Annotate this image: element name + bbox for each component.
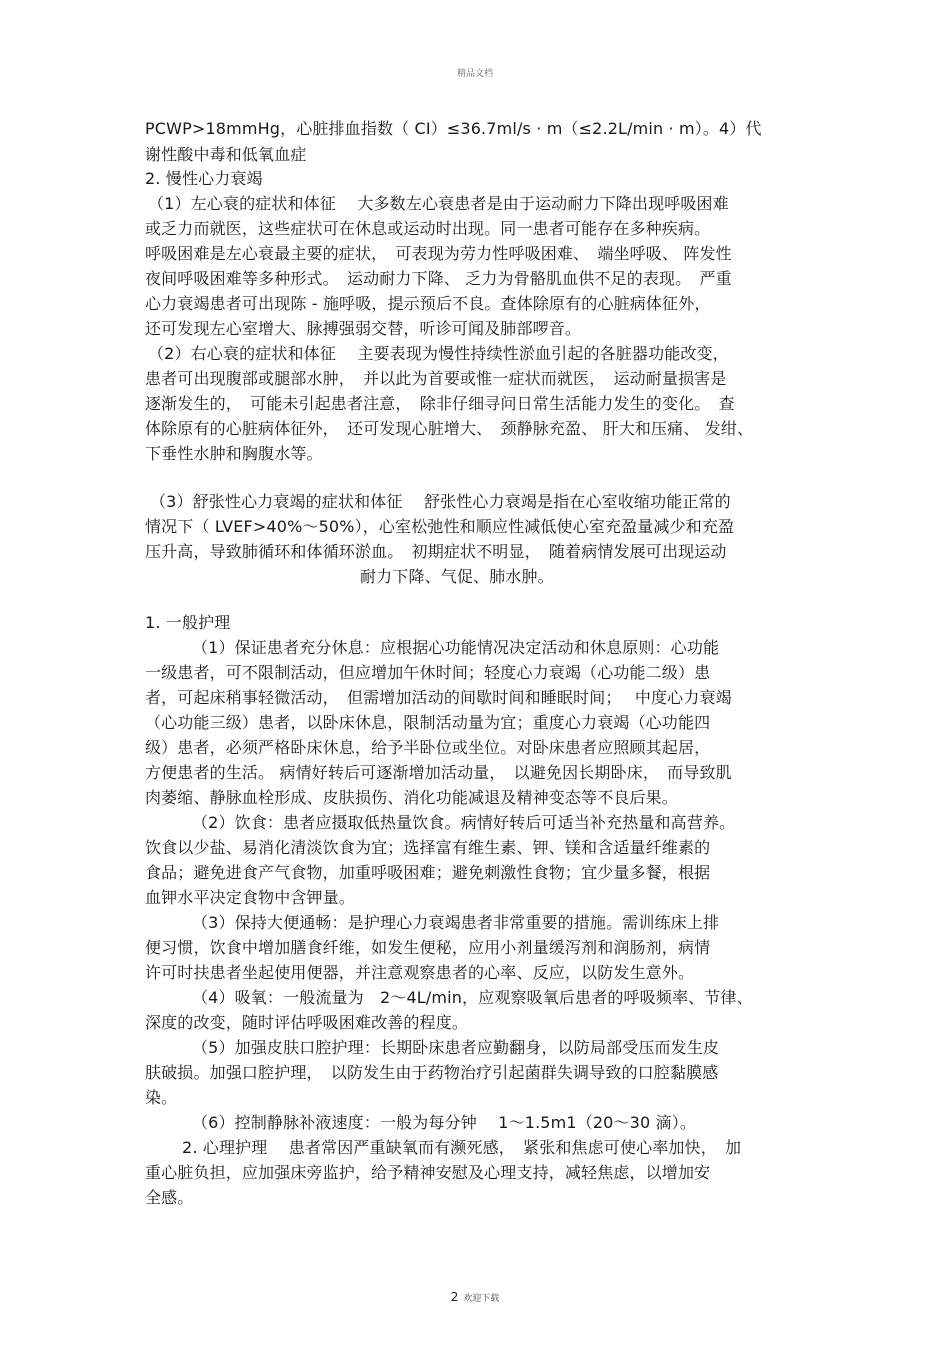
section-heading: 2. 心理护理 患者常因严重缺氧而有濒死感， 紧张和焦虑可使心率加快， 加 xyxy=(182,1138,742,1157)
paragraph-line: 许可时扶患者坐起使用便器，并注意观察患者的心率、反应，以防发生意外。 xyxy=(145,963,695,982)
paragraph-line: 饮食以少盐、易消化清淡饮食为宜；选择富有维生素、钾、镁和含适量纤维素的 xyxy=(145,838,711,857)
paragraph-line: 谢性酸中毒和低氧血症 xyxy=(145,145,307,164)
paragraph-line: 体除原有的心脏病体征外， 还可发现心脏增大、 颈静脉充盈、 肝大和压痛、 发绀、 xyxy=(145,419,754,438)
paragraph-line: （5）加强皮肤口腔护理：长期卧床患者应勤翻身，以防局部受压而发生皮 xyxy=(192,1038,720,1057)
paragraph-line: 心力衰竭患者可出现陈 - 施呼吸，提示预后不良。查体除原有的心脏病体征外， xyxy=(145,294,711,313)
paragraph-line: 还可发现左心室增大、脉搏强弱交替，听诊可闻及肺部啰音。 xyxy=(145,319,582,338)
paragraph-line: （1）左心衰的症状和体征 大多数左心衰患者是由于运动耐力下降出现呼吸困难 xyxy=(148,194,729,213)
paragraph-line: 呼吸困难是左心衰最主要的症状， 可表现为劳力性呼吸困难、 端坐呼吸、 阵发性 xyxy=(145,244,732,263)
paragraph-line: 血钾水平决定食物中含钾量。 xyxy=(145,888,355,907)
paragraph-line: （6）控制静脉补液速度：一般为每分钟 1～1.5m1（20～30 滴）。 xyxy=(192,1113,697,1132)
paragraph-line: 方便患者的生活。 病情好转后可逐渐增加活动量， 以避免因长期卧床， 而导致肌 xyxy=(145,763,732,782)
paragraph-line: （3）保持大便通畅：是护理心力衰竭患者非常重要的措施。需训练床上排 xyxy=(192,913,720,932)
paragraph-line: 患者可出现腹部或腿部水肿， 并以此为首要或惟一症状而就医， 运动耐量损害是 xyxy=(145,369,727,388)
paragraph-line: （3）舒张性心力衰竭的症状和体征 舒张性心力衰竭是指在心室收缩功能正常的 xyxy=(150,492,731,511)
paragraph-line: 便习惯，饮食中增加膳食纤维，如发生便秘，应用小剂量缓泻剂和润肠剂，病情 xyxy=(145,938,711,957)
section-heading: 2. 慢性心力衰竭 xyxy=(145,169,263,188)
paragraph-line: （2）右心衰的症状和体征 主要表现为慢性持续性淤血引起的各脏器功能改变， xyxy=(148,344,729,363)
paragraph-line: 肤破损。加强口腔护理， 以防发生由于药物治疗引起菌群失调导致的口腔黏膜感 xyxy=(145,1063,719,1082)
paragraph-line: 食品；避免进食产气食物，加重呼吸困难；避免刺激性食物；宜少量多餐，根据 xyxy=(145,863,711,882)
paragraph-line: PCWP>18mmHg，心脏排血指数（ CI）≤36.7ml/s · m（≤2.2L/min · m）。4）代 xyxy=(145,119,762,138)
paragraph-line: 级）患者，必须严格卧床休息，给予半卧位或坐位。对卧床患者应照顾其起居， xyxy=(145,738,711,757)
paragraph-line: 下垂性水肿和胸腹水等。 xyxy=(145,444,323,463)
section-heading: 1. 一般护理 xyxy=(145,613,231,632)
paragraph-line: 或乏力而就医，这些症状可在休息或运动时出现。同一患者可能存在多种疾病。 xyxy=(145,219,711,238)
paragraph-line: 深度的改变，随时评估呼吸困难改善的程度。 xyxy=(145,1013,469,1032)
paragraph-line: （2）饮食：患者应摄取低热量饮食。病情好转后可适当补充热量和高营养。 xyxy=(192,813,736,832)
paragraph-line: 染。 xyxy=(145,1088,178,1107)
paragraph-line: 逐渐发生的， 可能未引起患者注意， 除非仔细寻问日常生活能力发生的变化。 查 xyxy=(145,394,735,413)
paragraph-line: （4）吸氧：一般流量为 2～4L/min，应观察吸氧后患者的呼吸频率、节律、 xyxy=(192,988,753,1007)
paragraph-line: 情况下（ LVEF>40%～50%），心室松弛性和顺应性减低使心室充盈量减少和充盈 xyxy=(145,517,735,536)
paragraph-line: 全感。 xyxy=(145,1188,194,1207)
page-number: 2 xyxy=(450,1290,459,1304)
paragraph-line: 耐力下降、气促、肺水肿。 xyxy=(360,567,554,586)
paragraph-line: 夜间呼吸困难等多种形式。 运动耐力下降、 乏力为骨骼肌血供不足的表现。 严重 xyxy=(145,269,732,288)
footer-label: 欢迎下载 xyxy=(463,1294,500,1304)
paragraph-line: （心功能三级）患者，以卧床休息，限制活动量为宜；重度心力衰竭（心功能四 xyxy=(145,713,711,732)
paragraph-line: 压升高，导致肺循环和体循环淤血。 初期症状不明显， 随着病情发展可出现运动 xyxy=(145,542,727,561)
page-footer xyxy=(0,1290,950,1304)
paragraph-line: 一级患者，可不限制活动，但应增加午休时间；轻度心力衰竭（心功能二级）患 xyxy=(145,663,711,682)
paragraph-line: 者，可起床稍事轻微活动， 但需增加活动的间歇时间和睡眠时间； 中度心力衰竭 xyxy=(145,688,732,707)
page-header-watermark: 精品文档 xyxy=(456,69,493,79)
paragraph-line: 肉萎缩、静脉血栓形成、皮肤损伤、消化功能减退及精神变态等不良后果。 xyxy=(145,788,678,807)
paragraph-line: 重心脏负担，应加强床旁监护，给予精神安慰及心理支持，减轻焦虑，以增加安 xyxy=(145,1163,711,1182)
paragraph-line: （1）保证患者充分休息：应根据心功能情况决定活动和休息原则：心功能 xyxy=(192,638,720,657)
